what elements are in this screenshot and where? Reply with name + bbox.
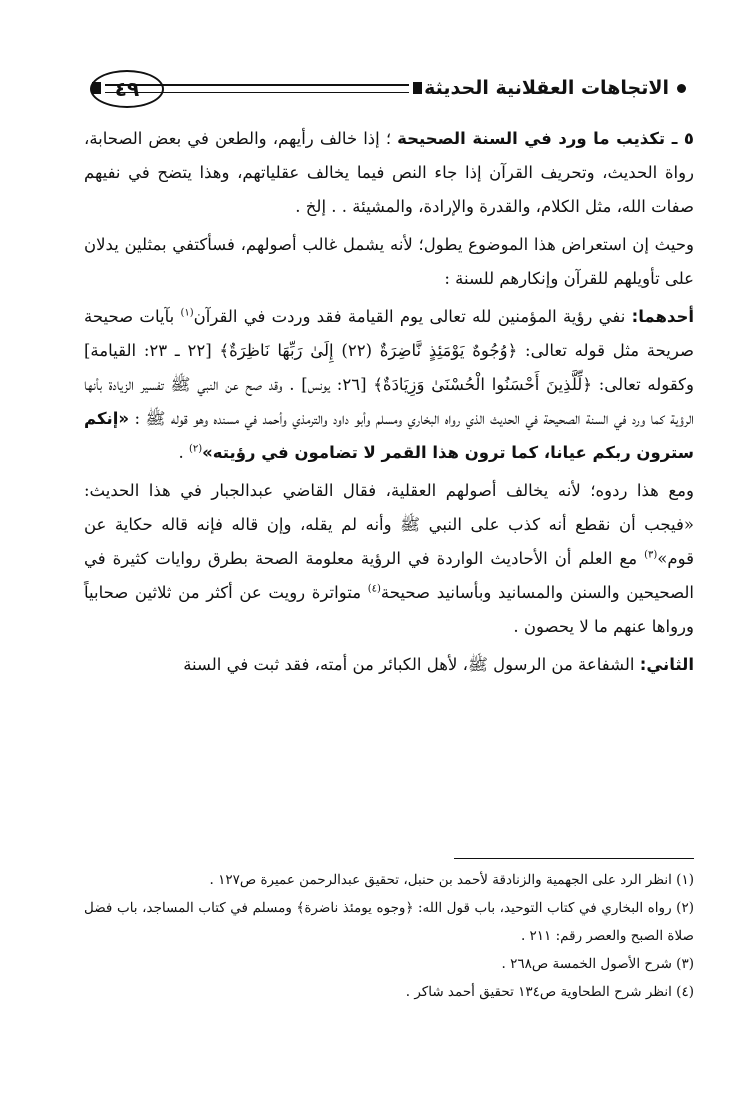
- point-heading: ٥ ـ تكذيب ما ورد في السنة الصحيحة: [397, 129, 694, 148]
- paragraph: [84, 648, 694, 682]
- paragraph-text: .: [178, 443, 184, 462]
- paragraph: [84, 228, 694, 296]
- paragraph: [84, 300, 694, 470]
- paragraph-text: ؛ إذا خالف رأيهم، والطعن في بعض الصحابة، رواة الحديث، وتحريف القرآن إذا جاء النص فيما يخالف عقلياتهم، وهذا يتضح في نفيهم صفات الله، مثل الكلام، والقدرة والإرادة، والمشيئة . . إلخ .: [84, 129, 694, 216]
- hadith-quote: «إنكم سترون ربكم عيانا، كما ترون هذا القمر لا تضامون في رؤيته»: [84, 409, 694, 462]
- paragraph: [84, 474, 694, 644]
- header-rule-end-icon: [413, 82, 422, 94]
- running-title: الاتجاهات العقلانية الحديثة: [424, 77, 669, 99]
- paragraph-text: ومع هذا ردوه؛ لأنه يخالف أصولهم العقلية، فقال القاضي عبدالجبار في هذا الحديث: «فيجب أن نقطع أنه كذب على النبي ﷺ وأنه لم يقله، وإن قاله فإنه قاله حكاية عن قوم»: [84, 481, 694, 568]
- paragraph: [84, 122, 694, 224]
- point-heading: أحدهما:: [631, 307, 695, 326]
- paragraph-text: نفي رؤية المؤمنين لله تعالى يوم القيامة فقد وردت في القرآن: [193, 307, 626, 326]
- paragraph-text: بآيات صحيحة صريحة مثل قوله تعالى: ﴿وُجُوهٌ يَوْمَئِذٍ نَّاضِرَةٌ (٢٢) إِلَىٰ رَبِّهَا نَاظِرَةٌ﴾ [٢٢ ـ ٢٣: القيامة] وكقوله تعالى: ﴿لِّلَّذِينَ أَحْسَنُوا الْحُسْنَىٰ وَزِيَادَةٌ﴾ [٢٦: يونس] . وقد صح عن النبي ﷺ تفسير الزيادة بأنها الرؤية كما ورد في السنة الصحيحة في الحديث الذي رواه البخاري ومسلم وأبو داود والترمذي وأحمد في مسنده وهو قوله ﷺ :: [84, 307, 694, 428]
- footnote: (٣) شرح الأصول الخمسة ص٢٦٨ .: [501, 956, 694, 972]
- footnote: (٤) انظر شرح الطحاوية ص١٣٤ تحقيق أحمد شاكر .: [405, 984, 694, 1000]
- footnote-ref[interactable]: (٤): [367, 583, 381, 595]
- paragraph-text: مع العلم أن الأحاديث الواردة في الرؤية معلومة الصحة بطرق روايات كثيرة في الصحيحين والسنن والمسانيد وبأسانيد صحيحة: [84, 549, 695, 602]
- paragraph-text: وحيث إن استعراض هذا الموضوع يطول؛ لأنه يشمل غالب أصولهم، فسأكتفي بمثلين يدلان على تأويلهم للقرآن وإنكارهم للسنة :: [84, 235, 694, 288]
- footnote-ref[interactable]: (٣): [644, 549, 658, 561]
- paragraph-text: الشفاعة من الرسول ﷺ، لأهل الكبائر من أمته، فقد ثبت في السنة: [183, 655, 635, 674]
- footnotes: [84, 866, 694, 1006]
- footnote: (٢) رواه البخاري في كتاب التوحيد، باب قول الله: ﴿وجوه يومئذ ناضرة﴾ ومسلم في كتاب المساجد، باب فضل صلاة الصبح والعصر رقم: ٢١١ .: [84, 900, 694, 944]
- main-text: [84, 122, 694, 682]
- footnote: (١) انظر الرد على الجهمية والزنادقة لأحمد بن حنبل، تحقيق عبدالرحمن عميرة ص١٢٧ .: [209, 872, 694, 888]
- footnote-ref[interactable]: (١): [180, 307, 194, 319]
- footnote-ref[interactable]: (٢): [188, 443, 203, 455]
- page-header: [90, 68, 686, 108]
- paragraph-text: متواترة رويت عن أكثر من ثلاثين صحابياً ورواها عنهم ما لا يحصون .: [84, 583, 694, 636]
- footnote-divider: [454, 858, 694, 859]
- header-bullet-icon: [677, 84, 686, 93]
- point-heading: الثاني:: [639, 655, 694, 674]
- page-number: ٤٩: [90, 70, 164, 108]
